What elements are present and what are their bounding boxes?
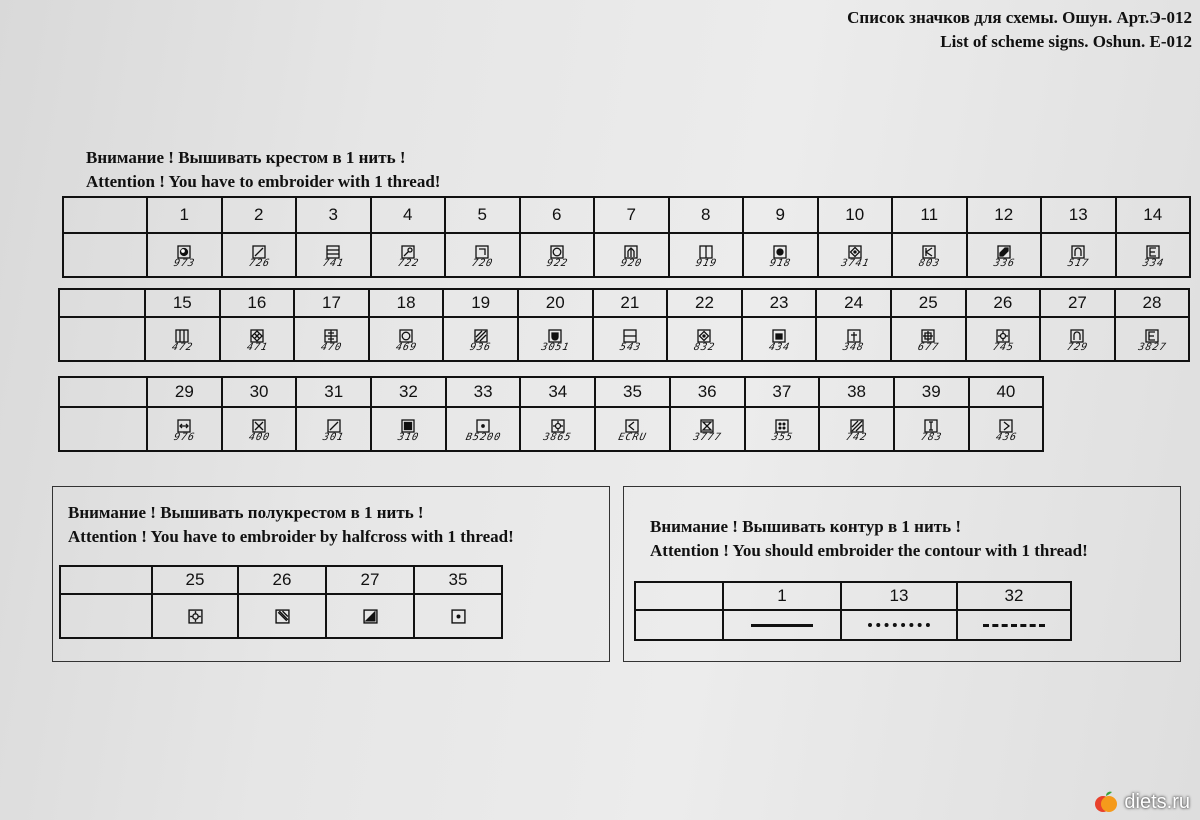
thread-code: 741	[321, 258, 346, 269]
symbol-number-cell	[742, 289, 817, 317]
contour-line-cell	[957, 610, 1071, 640]
contour-warning-ru: Внимание ! Вышивать контур в 1 нить !	[650, 517, 961, 536]
symbol-cell	[443, 317, 518, 361]
thread-code: 783	[919, 432, 944, 443]
hourglass-square-icon	[700, 419, 714, 433]
symbol-number: 38	[847, 382, 866, 401]
symbol-cell	[892, 233, 967, 277]
symbol-cell	[371, 233, 446, 277]
symbol-number: 18	[396, 293, 416, 312]
symbol-number: 32	[398, 382, 418, 401]
symbol-number-cell	[816, 289, 891, 317]
thread-code: 3777	[692, 432, 723, 443]
vertical-lines-square-icon	[175, 329, 189, 343]
symbol-number: 6	[552, 205, 562, 224]
diagonal-square-icon	[327, 419, 341, 433]
grid-square-icon	[324, 329, 338, 343]
symbol-cell	[818, 233, 893, 277]
cross-warning	[86, 146, 440, 194]
symbol-cell	[518, 317, 593, 361]
symbol-number-cell	[594, 197, 669, 233]
center-dot-square-icon	[476, 419, 490, 433]
thread-code: 3865	[542, 432, 574, 443]
symbol-cell	[595, 407, 670, 451]
thread-code: 310	[396, 432, 421, 443]
symbol-cell	[593, 317, 668, 361]
thread-code: 543	[618, 342, 642, 353]
thread-code: 470	[319, 342, 344, 353]
row-header-cell	[59, 407, 147, 451]
dotted-line-sample	[868, 623, 930, 627]
symbol-cell	[969, 407, 1044, 451]
thread-code: 517	[1066, 258, 1091, 269]
symbol-cell	[371, 407, 446, 451]
symbol-number: 35	[448, 570, 468, 589]
thread-code: 973	[172, 258, 197, 269]
symbol-number: 13	[889, 586, 909, 605]
thread-code: 400	[247, 432, 271, 443]
hatch-square-icon	[850, 419, 864, 433]
symbol-cell	[743, 233, 818, 277]
thread-code: 803	[917, 258, 942, 269]
dashed-line-sample	[983, 624, 1045, 627]
symbol-number: 17	[322, 293, 341, 312]
contour-panel	[623, 486, 1181, 662]
thread-code: 3827	[1136, 342, 1168, 353]
symbol-cell	[294, 317, 369, 361]
i-beam-square-icon	[924, 419, 938, 433]
symbol-number: 21	[620, 293, 640, 312]
halfcross-warning-en: Attention ! You have to embroider by halfcross with 1 thread!	[68, 527, 514, 546]
halfcross-number-cell	[152, 566, 238, 594]
symbol-number-cell	[445, 197, 520, 233]
symbol-number: 36	[697, 382, 717, 401]
symbol-number: 15	[172, 293, 192, 312]
symbol-cell	[745, 407, 820, 451]
key-square-icon	[401, 245, 415, 259]
symbol-number: 24	[844, 293, 864, 312]
hatch-corner-square-icon	[275, 609, 290, 624]
diagonal-square-icon	[252, 245, 266, 259]
thread-code: 336	[992, 258, 1016, 269]
triangle-corner-square-icon	[363, 609, 378, 624]
row-header-cell	[635, 610, 723, 640]
corner-square-icon	[475, 245, 489, 259]
x-square-icon	[252, 419, 266, 433]
symbol-cell	[369, 317, 444, 361]
symbol-number-cell	[967, 197, 1042, 233]
symbol-number-cell	[371, 197, 446, 233]
solid-line-sample	[751, 624, 813, 627]
ring-square-icon	[550, 245, 564, 259]
symbol-number: 26	[993, 293, 1013, 312]
symbol-number-cell	[891, 289, 966, 317]
halfcross-panel	[52, 486, 610, 662]
symbol-number-cell	[745, 377, 820, 407]
thread-code: 922	[545, 258, 569, 269]
symbol-table-row-1	[62, 196, 1191, 278]
horizontal-lines-square-icon	[326, 245, 340, 259]
symbol-number-cell	[818, 197, 893, 233]
thread-code: 976	[172, 432, 197, 443]
symbol-number: 8	[701, 205, 711, 224]
thread-code: 742	[844, 432, 869, 443]
halfcross-warning	[68, 501, 514, 549]
symbol-number: 25	[918, 293, 938, 312]
symbol-cell	[742, 317, 817, 361]
symbol-cell	[891, 317, 966, 361]
thread-code: 471	[245, 342, 269, 353]
symbol-cell	[819, 407, 894, 451]
symbol-number-cell	[1041, 197, 1116, 233]
row-header-cell	[63, 197, 147, 233]
hatch-square-icon	[474, 329, 488, 343]
symbol-number: 25	[185, 570, 205, 589]
symbol-number: 32	[1004, 586, 1024, 605]
cross-square-icon	[847, 329, 861, 343]
symbol-cell	[966, 317, 1041, 361]
halfcross-table	[59, 565, 503, 639]
symbol-number-cell	[520, 197, 595, 233]
symbol-number: 9	[775, 205, 785, 224]
symbol-number: 1	[179, 205, 189, 224]
thread-code: 3741	[839, 258, 871, 269]
symbol-number: 5	[477, 205, 487, 224]
symbol-cell	[296, 233, 371, 277]
symbol-cell	[147, 233, 222, 277]
symbol-cell	[222, 233, 297, 277]
symbol-number: 12	[994, 205, 1014, 224]
symbol-number-cell	[296, 197, 371, 233]
sun-square-icon	[551, 419, 565, 433]
symbol-number-cell	[670, 377, 745, 407]
header-title-en: List of scheme signs. Oshun. E-012	[940, 32, 1192, 51]
sun-square-icon	[996, 329, 1010, 343]
thread-code: 334	[1141, 258, 1165, 269]
row-header-cell	[63, 233, 147, 277]
symbol-number-cell	[446, 377, 521, 407]
symbol-number: 4	[403, 205, 413, 224]
contour-line-cell	[723, 610, 841, 640]
symbol-number: 26	[272, 570, 292, 589]
symbol-number-cell	[743, 197, 818, 233]
symbol-number: 14	[1143, 205, 1163, 224]
halfcross-symbol-cell	[414, 594, 502, 638]
halfcross-number-cell	[326, 566, 414, 594]
symbol-number: 7	[626, 205, 636, 224]
thread-code: 729	[1065, 342, 1090, 353]
dot-square-icon	[773, 245, 787, 259]
filled-diagonal-square-icon	[997, 245, 1011, 259]
watermark-text: diets.ru	[1124, 790, 1190, 813]
symbol-cell	[147, 407, 222, 451]
symbol-number: 13	[1068, 205, 1088, 224]
symbol-number-cell	[1116, 197, 1191, 233]
contour-number-cell	[957, 582, 1071, 610]
header-title-ru: Список значков для схемы. Ошун. Арт.Э-012	[847, 8, 1192, 27]
symbol-number-cell	[296, 377, 371, 407]
symbol-cell	[667, 317, 742, 361]
row-header-cell	[59, 289, 145, 317]
symbol-number-cell	[371, 377, 446, 407]
thread-code: 436	[994, 432, 1018, 443]
watermark	[1094, 790, 1190, 814]
contour-table	[634, 581, 1072, 641]
symbol-number: 29	[174, 382, 194, 401]
sun-square-icon	[188, 609, 203, 624]
row-header-cell	[60, 566, 152, 594]
chevron-left-square-icon	[625, 419, 639, 433]
symbol-cell	[145, 317, 220, 361]
ring-square-icon	[399, 329, 413, 343]
symbol-number-cell	[595, 377, 670, 407]
symbol-number: 2	[254, 205, 264, 224]
symbol-cell	[296, 407, 371, 451]
diamond-square-icon	[848, 245, 862, 259]
symbol-number-cell	[819, 377, 894, 407]
thread-code: 301	[322, 432, 346, 443]
arch-square-icon	[1070, 329, 1084, 343]
symbol-number-cell	[667, 289, 742, 317]
symbol-number-cell	[892, 197, 967, 233]
symbol-number: 39	[921, 382, 941, 401]
thread-code: 918	[768, 258, 793, 269]
e-square-icon	[1145, 329, 1159, 343]
symbol-number-cell	[518, 289, 593, 317]
half-line-square-icon	[623, 329, 637, 343]
symbol-number: 37	[772, 382, 792, 401]
halfcross-symbol-cell	[326, 594, 414, 638]
symbol-number-cell	[294, 289, 369, 317]
symbol-cell	[1116, 233, 1191, 277]
symbol-number: 40	[996, 382, 1016, 401]
thread-code: 936	[469, 342, 493, 353]
row-header-cell	[59, 317, 145, 361]
thread-code: 348	[842, 342, 866, 353]
symbol-number: 28	[1142, 293, 1162, 312]
diamond-square-icon	[697, 329, 711, 343]
symbol-number: 30	[249, 382, 269, 401]
plus-square-icon	[921, 329, 935, 343]
symbol-cell	[222, 407, 297, 451]
symbol-cell	[1041, 233, 1116, 277]
thread-code: 745	[991, 342, 1015, 353]
halfcross-number-cell	[238, 566, 326, 594]
symbol-number-cell	[222, 197, 297, 233]
symbol-number: 11	[920, 205, 939, 224]
symbol-number: 16	[247, 293, 267, 312]
double-arrow-square-icon	[177, 419, 191, 433]
symbol-table-row-2	[58, 288, 1190, 362]
symbol-number: 27	[1067, 293, 1087, 312]
symbol-number-cell	[1115, 289, 1190, 317]
symbol-number-cell	[147, 197, 222, 233]
contour-number-cell	[723, 582, 841, 610]
symbol-cell	[816, 317, 891, 361]
center-dot-square-icon	[451, 609, 466, 624]
symbol-cell	[445, 233, 520, 277]
symbol-table-row-3	[58, 376, 1044, 452]
cross-warning-ru: Внимание ! Вышивать крестом в 1 нить !	[86, 148, 406, 167]
symbol-number-cell	[443, 289, 518, 317]
symbol-number-cell	[145, 289, 220, 317]
thread-code: 355	[770, 432, 794, 443]
row-header-cell	[59, 377, 147, 407]
drop-square-icon	[548, 329, 562, 343]
symbol-number: 1	[777, 586, 787, 605]
halfcross-number-cell	[414, 566, 502, 594]
symbol-cell	[1115, 317, 1190, 361]
thread-code: 919	[694, 258, 718, 269]
symbol-number-cell	[520, 377, 595, 407]
halfcross-warning-ru: Внимание ! Вышивать полукрестом в 1 нить !	[68, 503, 424, 522]
chevron-right-square-icon	[999, 419, 1013, 433]
thread-code: 469	[394, 342, 418, 353]
thread-code: 472	[170, 342, 195, 353]
contour-warning-en: Attention ! You should embroider the contour with 1 thread!	[650, 541, 1088, 560]
symbol-number: 35	[623, 382, 642, 401]
symbol-cell	[520, 233, 595, 277]
symbol-number: 34	[548, 382, 568, 401]
thread-code: 722	[396, 258, 420, 269]
symbol-number-cell	[669, 197, 744, 233]
thread-code: 720	[470, 258, 495, 269]
thread-code: 3051	[540, 342, 571, 353]
x-diamond-square-icon	[250, 329, 264, 343]
thread-code: B5200	[464, 432, 502, 443]
thread-code: 832	[692, 342, 717, 353]
fruit-logo-icon	[1094, 790, 1118, 814]
four-dots-square-icon	[775, 419, 789, 433]
symbol-number: 3	[328, 205, 338, 224]
symbol-number: 31	[324, 382, 344, 401]
thread-code: 726	[247, 258, 271, 269]
vertical-split-square-icon	[699, 245, 713, 259]
contour-warning	[650, 515, 1088, 563]
row-header-cell	[60, 594, 152, 638]
symbol-cell	[894, 407, 969, 451]
symbol-number-cell	[222, 377, 297, 407]
symbol-cell	[520, 407, 595, 451]
small-filled-square-icon	[772, 329, 786, 343]
symbol-cell	[594, 233, 669, 277]
document-header	[847, 6, 1192, 54]
symbol-cell	[1040, 317, 1115, 361]
symbol-number-cell	[593, 289, 668, 317]
thread-code: 677	[916, 342, 941, 353]
symbol-number: 23	[769, 293, 789, 312]
k-square-icon	[922, 245, 936, 259]
thread-code: ECRU	[617, 432, 648, 443]
cross-warning-en: Attention ! You have to embroider with 1 thread!	[86, 172, 441, 191]
symbol-cell	[220, 317, 295, 361]
thread-code: 434	[767, 342, 791, 353]
symbol-number-cell	[1040, 289, 1115, 317]
e-square-icon	[1146, 245, 1160, 259]
arrow-square-icon	[624, 245, 638, 259]
symbol-cell	[670, 407, 745, 451]
arch-square-icon	[1071, 245, 1085, 259]
contour-line-cell	[841, 610, 957, 640]
symbol-number: 22	[694, 293, 714, 312]
symbol-cell	[669, 233, 744, 277]
symbol-number: 10	[845, 205, 865, 224]
circle-in-square-icon	[177, 245, 191, 259]
symbol-number: 27	[360, 570, 380, 589]
thread-code: 920	[619, 258, 644, 269]
halfcross-symbol-cell	[152, 594, 238, 638]
symbol-number-cell	[147, 377, 222, 407]
halfcross-symbol-cell	[238, 594, 326, 638]
row-header-cell	[635, 582, 723, 610]
symbol-number: 20	[545, 293, 565, 312]
symbol-number-cell	[369, 289, 444, 317]
symbol-number-cell	[220, 289, 295, 317]
symbol-number-cell	[966, 289, 1041, 317]
symbol-number-cell	[969, 377, 1044, 407]
symbol-number: 33	[473, 382, 493, 401]
symbol-number-cell	[894, 377, 969, 407]
symbol-cell	[967, 233, 1042, 277]
filled-square-icon	[401, 419, 415, 433]
symbol-cell	[446, 407, 521, 451]
symbol-number: 19	[471, 293, 491, 312]
contour-number-cell	[841, 582, 957, 610]
